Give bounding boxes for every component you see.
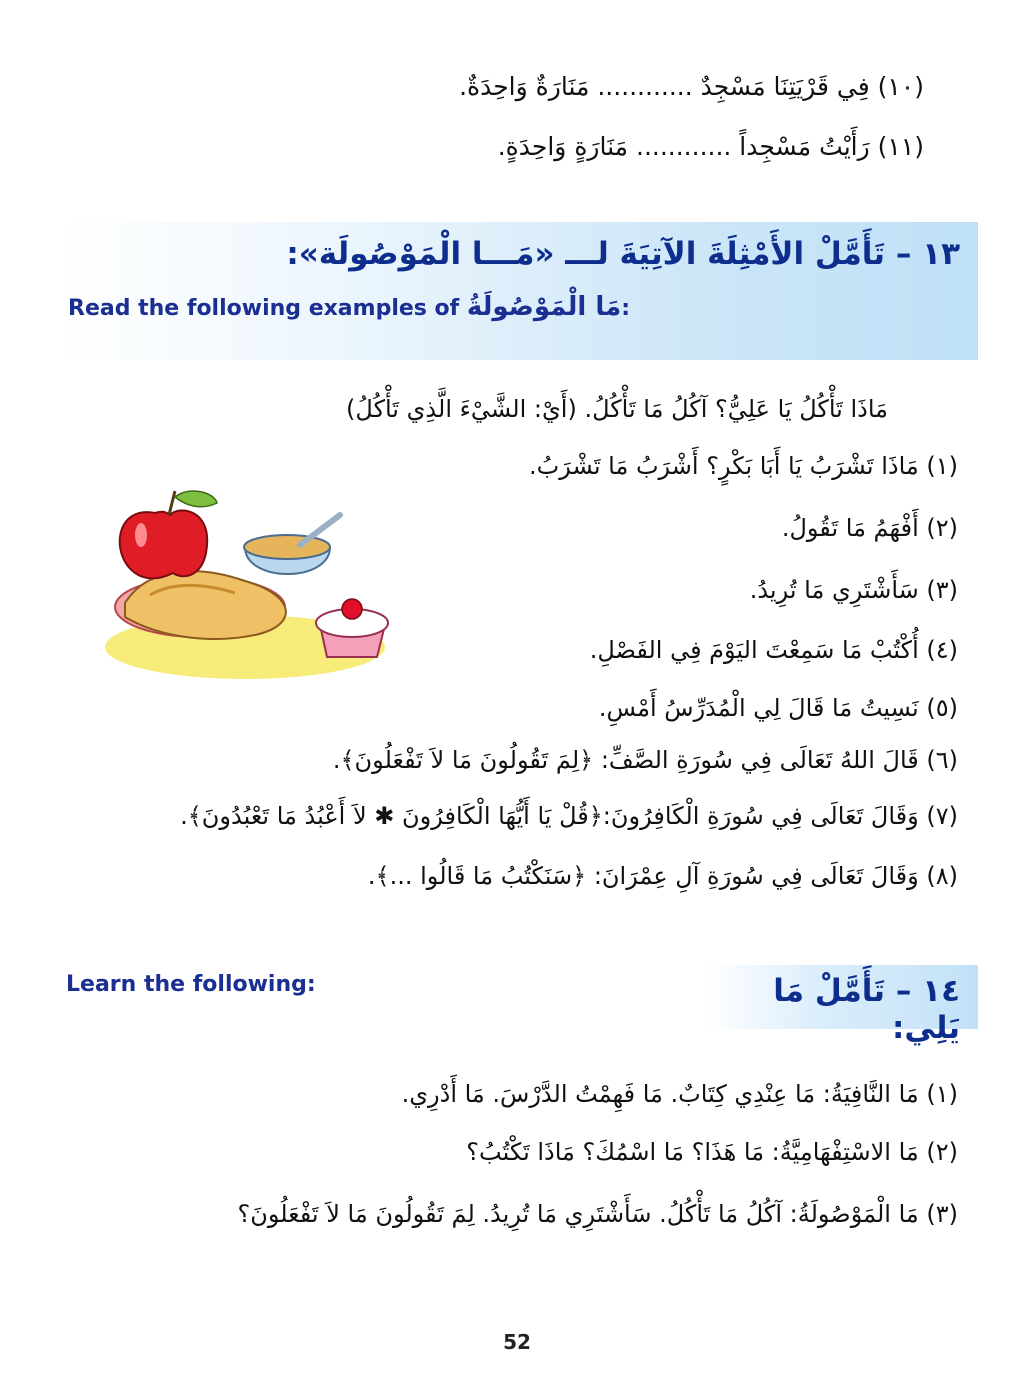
apple [120,510,207,578]
section-14-banner [705,965,978,1047]
section-13-subheading [68,292,630,322]
food-illustration [95,485,395,685]
example-3: (٣) سَأَشْتَرِي مَا تُرِيدُ. [749,576,958,604]
section-14-item-1: (١) مَا النَّافِيَةُ: مَا عِنْدِي كِتَابٌ. مَا فَهِمْتُ الدَّرْسَ. مَا أَدْرِي. [401,1080,958,1108]
subheading-arabic: مَا الْمَوْصُولَةُ [466,292,622,322]
bread [125,571,286,639]
section-14-item-3: (٣) مَا الْمَوْصُولَةُ: آكُلُ مَا تَأْكُلُ. سَأَشْتَرِي مَا تُرِيدُ. لِمَ تَقُولُونَ مَا لاَ تَفْعَلُونَ؟ [237,1200,958,1228]
intro-example: مَاذَا تَأْكُلُ يَا عَلِيُّ؟ آكُلُ مَا تَأْكُلُ. (أَيْ: الشَّيْءَ الَّذِي تَأْكُلُ) [346,395,888,423]
example-2: (٢) أَفْهَمُ مَا تَقُولُ. [781,514,958,542]
subheading-colon: : [621,296,630,321]
leaf [175,491,217,507]
example-5: (٥) نَسِيتُ مَا قَالَ لِي الْمُدَرِّسُ أَمْسِ. [598,694,958,722]
section-13-heading: ١٣ – تَأَمَّلْ الأَمْثِلَةَ الآتِيَةَ لـــ «مَـــا الْمَوْصُولَة»: [286,236,960,272]
exercise-11: (١١) رَأَيْتُ مَسْجِداً ............ مَنَارَةٍ وَاحِدَةٍ. [497,132,924,161]
section-14-heading: ١٤ – تَأَمَّلْ مَا يَلِي: [773,973,960,1047]
page-number: 52 [503,1330,531,1354]
section-13-banner [60,222,978,360]
example-4: (٤) أُكْتُبْ مَا سَمِعْتَ اليَوْمَ فِي الفَصْلِ. [589,636,958,664]
example-8: (٨) وَقَالَ تَعَالَى فِي سُورَةِ آلِ عِمْرَانَ: ﴿سَنَكْتُبُ مَا قَالُوا ...﴾. [367,862,958,890]
example-7: (٧) وَقَالَ تَعَالَى فِي سُورَةِ الْكَافِرُونَ:﴿قُلْ يَا أَيُّهَا الْكَافِرُونَ ✱ لاَ أَعْبُدُ مَا تَعْبُدُونَ﴾. [180,802,958,830]
subheading-english: Read the following examples of [68,296,460,321]
section-14-item-2: (٢) مَا الاسْتِفْهَامِيَّةُ: مَا هَذَا؟ مَا اسْمُكَ؟ مَاذَا تَكْتُبُ؟ [466,1138,958,1166]
learn-label: Learn the following: [66,972,316,997]
example-1: (١) مَاذَا تَشْرَبُ يَا أَبَا بَكْرٍ؟ أَشْرَبُ مَا تَشْرَبُ. [528,452,958,480]
exercise-10: (١٠) فِي قَرْيَتِنَا مَسْجِدٌ ............ مَنَارَةٌ وَاحِدَةٌ. [459,72,924,101]
example-6: (٦) قَالَ اللهُ تَعَالَى فِي سُورَةِ الصَّفِّ: ﴿لِمَ تَقُولُونَ مَا لاَ تَفْعَلُونَ﴾. [332,746,958,774]
cherry [342,599,362,619]
